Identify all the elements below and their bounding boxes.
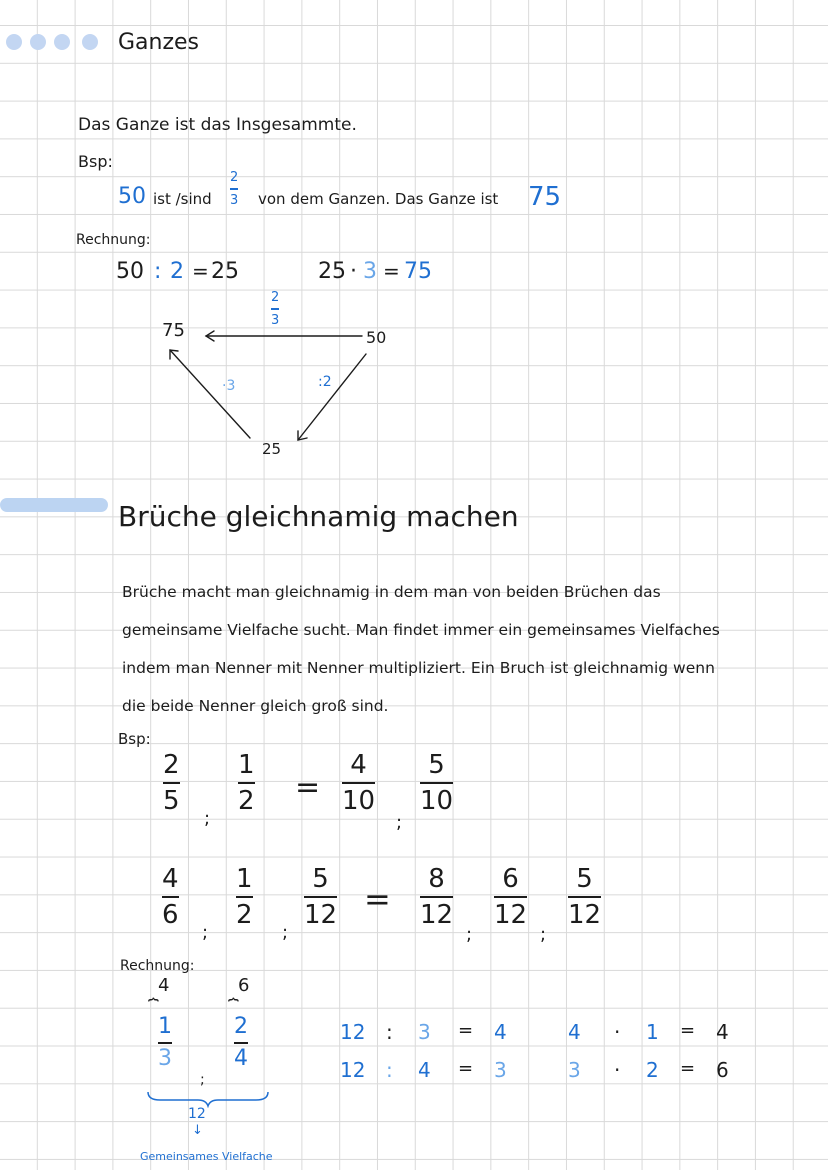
ex1-frac-left-1: 2 5 — [163, 750, 180, 816]
calc2-c: 75 — [404, 259, 432, 284]
lcm-arrow: ↓ — [192, 1123, 203, 1138]
arrow-bottom-to-left — [170, 350, 250, 438]
ex2-sep-1: ; — [202, 922, 209, 943]
ex2-sep-3: ; — [466, 924, 473, 945]
diagram-bottom-node: 25 — [262, 440, 282, 458]
paragraph-line-3: indem man Nenner mit Nenner multipliziert. Ein Bruch ist gleichnamig wenn — [122, 659, 715, 677]
calc2-b: 3 — [363, 259, 377, 284]
calc1-op: : — [154, 259, 162, 284]
calc2-label: Rechnung: — [120, 958, 195, 974]
ex2-sep-4: ; — [540, 924, 547, 945]
example-text2: von dem Ganzen. Das Ganze ist — [258, 190, 499, 208]
r1-a: 12 — [340, 1020, 366, 1044]
lcm-frac-right: 2 4 — [234, 1014, 248, 1071]
r1-op: : — [386, 1020, 393, 1044]
r4-c: 6 — [716, 1058, 729, 1082]
paragraph-line-4: die beide Nenner gleich groß sind. — [122, 697, 389, 715]
r3-a: 4 — [568, 1020, 581, 1044]
r4-b: 2 — [646, 1058, 659, 1082]
diagram-left-edge-label: ·3 — [222, 378, 236, 394]
paragraph-line-1: Brüche macht man gleichnamig in dem man von beiden Brüchen das — [122, 583, 661, 601]
ex1-equals: = — [295, 770, 321, 805]
r4-a: 3 — [568, 1058, 581, 1082]
ex2-frac-right-1: 8 12 — [420, 864, 454, 930]
ex1-frac-left-2: 1 2 — [238, 750, 255, 816]
lcm-top-right: 6 — [238, 975, 250, 996]
r2-eq: = — [458, 1058, 474, 1079]
calc1-eq: = — [192, 259, 209, 283]
brace-right: ⏞ — [228, 998, 239, 1019]
r2-b: 4 — [418, 1058, 431, 1082]
ex1-frac-right-1: 4 10 — [342, 750, 376, 816]
ex2-frac-left-1: 4 6 — [162, 864, 179, 930]
calc1-a: 50 — [116, 259, 144, 284]
example2-label: Bsp: — [118, 730, 151, 748]
ex2-frac-left-2: 1 2 — [236, 864, 253, 930]
lcm-top-left: 4 — [158, 975, 170, 996]
page-title: Ganzes — [118, 30, 200, 55]
r2-a: 12 — [340, 1058, 366, 1082]
ex2-sep-2: ; — [282, 922, 289, 943]
definition-text: Das Ganze ist das Insgesammte. — [78, 115, 357, 135]
diagram-right-edge-label: :2 — [318, 374, 332, 390]
ex2-frac-left-3: 5 12 — [304, 864, 338, 930]
lcm-common: 12 — [188, 1106, 206, 1122]
ex1-sep-1: ; — [204, 808, 211, 829]
diagram-top-fraction: 2 3 — [271, 290, 280, 328]
r4-op: · — [614, 1058, 621, 1082]
calc2-a: 25 — [318, 259, 346, 284]
r3-b: 1 — [646, 1020, 659, 1044]
example-result: 75 — [528, 182, 562, 212]
calc1-b: 2 — [170, 259, 184, 284]
arrow-right-to-bottom — [298, 354, 366, 440]
lcm-frac-left: 1 3 — [158, 1014, 172, 1071]
calc1-c: 25 — [211, 259, 239, 284]
diagram-right-node: 50 — [366, 328, 387, 347]
brace-left: ⏞ — [148, 998, 159, 1019]
section-highlight-bar — [0, 498, 108, 512]
r2-c: 3 — [494, 1058, 507, 1082]
calc-label: Rechnung: — [76, 232, 151, 248]
lcm-common-label: Gemeinsames Vielfache — [140, 1150, 273, 1163]
ex2-equals: = — [364, 880, 391, 918]
ex1-frac-right-2: 5 10 — [420, 750, 454, 816]
example-fraction: 2 3 — [230, 170, 239, 208]
example-value: 50 — [118, 184, 146, 209]
r2-op: : — [386, 1058, 393, 1082]
section-title: Brüche gleichnamig machen — [118, 500, 519, 533]
ex1-sep-2: ; — [396, 812, 403, 833]
diagram-left-node: 75 — [162, 320, 185, 341]
bottom-brace — [146, 1090, 270, 1108]
calc2-eq: = — [383, 259, 400, 283]
ex2-frac-right-3: 5 12 — [568, 864, 602, 930]
lcm-sep: ; — [200, 1072, 205, 1088]
r4-eq: = — [680, 1058, 696, 1079]
r1-c: 4 — [494, 1020, 507, 1044]
example-text1: ist /sind — [153, 190, 212, 208]
example-label: Bsp: — [78, 152, 113, 171]
paragraph-line-2: gemeinsame Vielfache sucht. Man findet immer ein gemeinsames Vielfaches — [122, 621, 720, 639]
r3-eq: = — [680, 1020, 696, 1041]
ex2-frac-right-2: 6 12 — [494, 864, 528, 930]
r3-c: 4 — [716, 1020, 729, 1044]
calc2-op: · — [350, 259, 357, 284]
r3-op: · — [614, 1020, 621, 1044]
diagram-arrows — [0, 0, 828, 500]
r1-eq: = — [458, 1020, 474, 1041]
r1-b: 3 — [418, 1020, 431, 1044]
